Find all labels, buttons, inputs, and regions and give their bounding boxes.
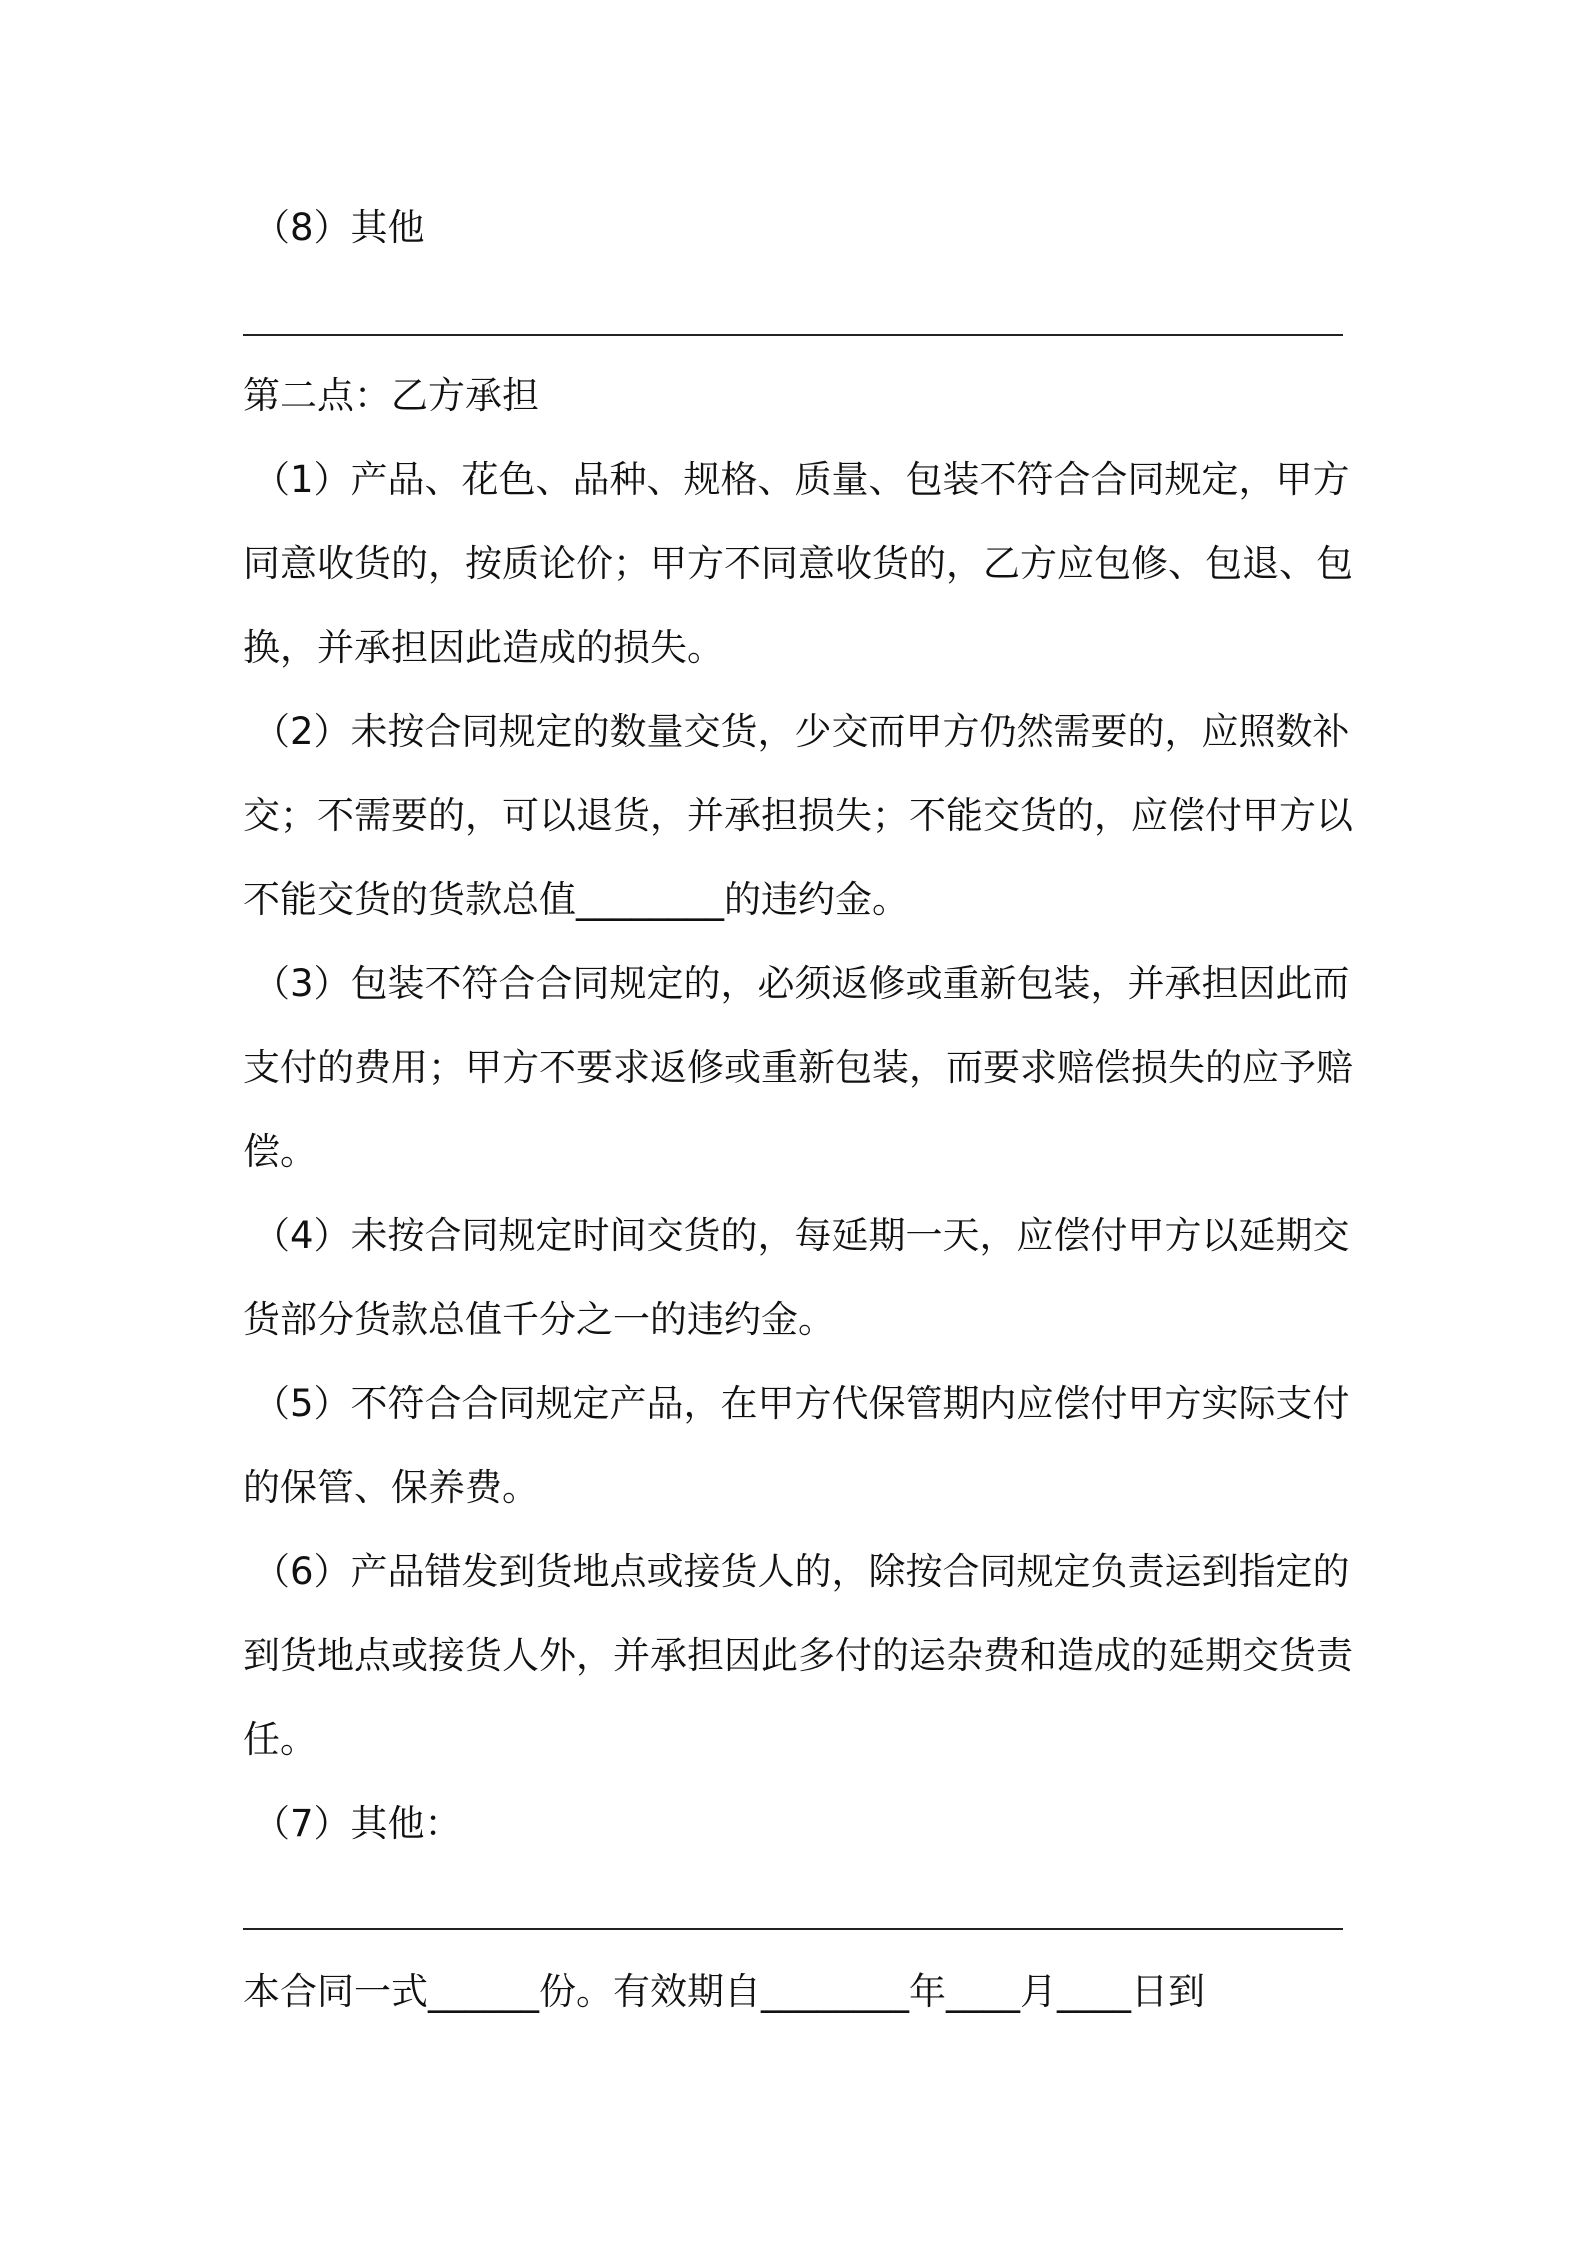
clause-1-line-2: 同意收货的，按质论价；甲方不同意收货的，乙方应包修、包退、包 [243, 542, 1353, 585]
clause-6-line-1: （6）产品错发到货地点或接货人的，除按合同规定负责运到指定的 [253, 1550, 1350, 1593]
clause-3-line-2: 支付的费用；甲方不要求返修或重新包装，而要求赔偿损失的应予赔 [243, 1046, 1353, 1089]
clause-1-line-3: 换，并承担因此造成的损失。 [243, 626, 724, 669]
clause-6-line-3: 任。 [243, 1718, 317, 1761]
clause-4-line-2: 货部分货款总值千分之一的违约金。 [243, 1298, 835, 1341]
blank-rule-1 [243, 334, 1343, 336]
clause-5-line-1: （5）不符合合同规定产品，在甲方代保管期内应偿付甲方实际支付 [253, 1382, 1350, 1425]
clause-6-line-2: 到货地点或接货人外，并承担因此多付的运杂费和造成的延期交货责 [243, 1634, 1353, 1677]
clause-5-line-2: 的保管、保养费。 [243, 1466, 539, 1509]
section-heading: 第二点：乙方承担 [243, 374, 539, 417]
clause-3-line-1: （3）包装不符合合同规定的，必须返修或重新包装，并承担因此而 [253, 962, 1350, 1005]
clause-3-line-3: 偿。 [243, 1130, 317, 1173]
item-8-other: （8）其他 [253, 206, 425, 249]
clause-2-line-1: （2）未按合同规定的数量交货，少交而甲方仍然需要的，应照数补 [253, 710, 1350, 753]
contract-copies-validity-line: 本合同一式______份。有效期自________年____月____日到 [243, 1970, 1205, 2013]
clause-2-line-3: 不能交货的货款总值________的违约金。 [243, 878, 909, 921]
clause-1-line-1: （1）产品、花色、品种、规格、质量、包装不符合合同规定，甲方 [253, 458, 1350, 501]
blank-rule-2 [243, 1928, 1343, 1930]
clause-7-other: （7）其他： [253, 1802, 462, 1845]
clause-4-line-1: （4）未按合同规定时间交货的，每延期一天，应偿付甲方以延期交 [253, 1214, 1350, 1257]
clause-2-line-2: 交；不需要的，可以退货，并承担损失；不能交货的，应偿付甲方以 [243, 794, 1353, 837]
